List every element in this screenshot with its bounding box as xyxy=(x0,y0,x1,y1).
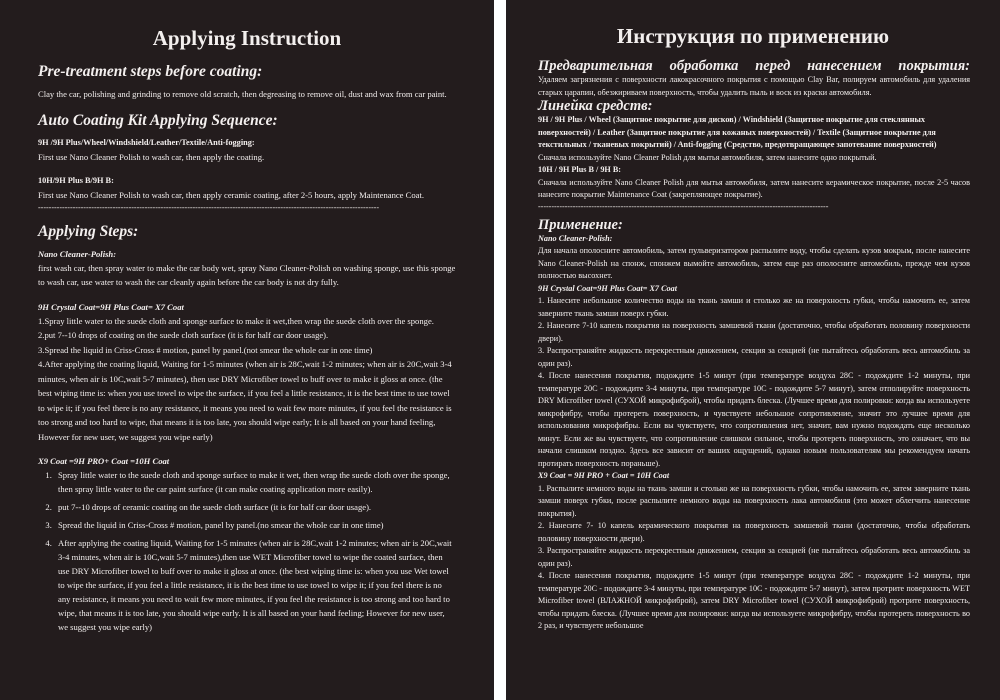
divider-rule-ru: ------------------------------------------------------------------------------------------------------------- xyxy=(538,201,829,211)
nano-text-ru: Для начала ополосните автомобиль, затем пульверизатором распылите воду, чтобы сделать кузов мокрым, после нанесите Nano Cleaner-Polish на спонж, спонжем вымойте автомобиль, затем еще раз ополосните автомобиль, прежде чем кузов полностью высохнет. xyxy=(538,246,970,280)
page-title: Applying Instruction xyxy=(152,26,342,50)
page-title-ru: Инструкция по применению xyxy=(616,24,890,48)
x9-heading: X9 Coat =9H PRO+ Coat =10H Coat xyxy=(38,456,170,466)
product-line-text3-ru: Сначала используйте Nano Cleaner Polish для мытья автомобиля, затем нанесите керамическое покрытие, после 2-5 часов нанесите покрытие Maintenance Coat (закрепляющее покрытие). xyxy=(538,177,970,199)
list-item: 2.put 7--10 drops of coating on the suede cloth surface (it is for half car door usage). xyxy=(38,330,329,340)
kit-line2-label: 10H/9H Plus B/9H B: xyxy=(38,176,114,185)
kit-line1-text: First use Nano Cleaner Polish to wash car, then apply the coating. xyxy=(38,151,265,162)
product-line-text2-ru: Сначала используйте Nano Cleaner Polish для мытья автомобиля, затем нанесите одно покрытый. xyxy=(538,152,877,162)
list-item: 3. Распространяйте жидкость перекрестным движением, секция за секцией (не пытайтесь обработать весь автомобиль за один раз). xyxy=(538,346,970,368)
list-item: 3.Spread the liquid in Criss-Cross # motion, panel by panel.(not smear the whole car in one time) xyxy=(38,344,373,355)
pre-treatment-text-ru: Удаляем загрязнения с поверхности лакокрасочного покрытия с помощью Clay Bar, полируем автомобиль для удаления старых царапин, обезжириваем поверхность, чтобы удалить пыль и воск из краски автомобиля. xyxy=(538,75,970,97)
crystal-heading: 9H Crystal Coat=9H Plus Coat= X7 Coat xyxy=(38,301,184,312)
product-line-label2-ru: 10H / 9H Plus B / 9H B: xyxy=(538,165,622,174)
pre-treatment-text: Clay the car, polishing and grinding to remove old scratch, then degreasing to remove oil, dust and wax from car paint. xyxy=(38,89,447,99)
pre-treatment-heading: Pre-treatment steps before coating: xyxy=(38,63,263,80)
english-content xyxy=(0,63,494,634)
list-item: 1. Распылите немного воды на ткань замши и столько же на поверхность губки, чтобы намочить ее, затем заверните ткань замши поверх губки, после распылите немного воды на поверхность лака автомобиля (это может облегчить нанесение покрытия). xyxy=(538,483,970,518)
list-item: 1. Нанесите небольшое количество воды на ткань замши и столько же на поверхность губки, чтобы намочить ее, затем заверните ткань замши поверх губки. xyxy=(538,296,970,318)
russian-content xyxy=(506,59,1000,633)
crystal-steps-ru xyxy=(538,295,970,470)
kit-sequence-heading: Auto Coating Kit Applying Sequence: xyxy=(38,111,278,129)
nano-text: first wash car, then spray water to make the car body wet, spray Nano Cleaner-Polish on washing sponge, use this sponge to wash car, use water to wash the car cleanly again before the car body is not dry fully. xyxy=(38,262,456,287)
list-item: 3. Распространяйте жидкость перекрестным движением, секция за секцией (не пытайтесь обработать весь автомобиль за один раз). xyxy=(538,546,970,568)
nano-heading: Nano Cleaner-Polish: xyxy=(38,248,117,259)
list-item: 2. Нанесите 7- 10 капель керамического покрытия на поверхность замшевой ткани (достаточно, чтобы обработать половину поверхности двери). xyxy=(538,521,970,543)
list-item: 1.Spray little water to the suede cloth and sponge surface to make it wet,then wrap the suede cloth over the sponge. xyxy=(38,315,434,326)
list-item: 2. Нанесите 7-10 капель покрытия на поверхность замшевой ткани (достаточно, чтобы обработать половину поверхности двери). xyxy=(538,321,970,343)
divider-rule: -------------------------------------------------------------------------------------------------------------------------------- xyxy=(38,202,379,212)
x9-heading-ru: X9 Coat = 9H PRO + Coat = 10H Coat xyxy=(538,471,670,480)
list-item: 2. put 7--10 drops of ceramic coating on the suede cloth surface (it is for half car door usage). xyxy=(54,500,456,514)
product-line-heading-ru: Линейка средств: xyxy=(538,98,653,114)
x9-steps xyxy=(38,468,456,634)
list-item: 4.After applying the coating liquid, Waiting for 1-5 minutes (when air is 28C,wait 1-2 minutes; when air is 20C,wait 3-4 minutes, when air is 10C,wait 5-7 minutes), then use DRY Microfiber towel to buff over to make it gloss at once. (the best wiping time is: when you use towel to wipe the surface, if you feel a little resistance, it is the best time to use towel to wipe it; if you feel there is no any resistance, it means you need to wait few more minutes, if you feel the resistance is too strong and too hard to wipe, that means it is too late, you should wipe early; It is all based on your hand feeling, However for new user, we suggest you wipe early) xyxy=(38,359,452,442)
kit-line2-text: First use Nano Cleaner Polish to wash car, then apply ceramic coating, after 2-5 hours, apply Maintenance Coat. xyxy=(38,190,425,200)
list-item: 1. Spray little water to the suede cloth and sponge surface to make it wet, then wrap the suede cloth over the sponge, then spray little water to the car paint surface (it can make coating application more easily). xyxy=(54,468,456,496)
applying-steps-heading: Applying Steps: xyxy=(38,222,139,240)
list-item: 4. After applying the coating liquid, Waiting for 1-5 minutes (when air is 28C,wait 1-2 minutes; when air is 20C,wait 3-4 minutes, when air is 10C,wait 5-7 minutes),then use WET Microfiber towel to wipe the coated surface, then use DRY Microfiber towel to buff over to make it gloss at once. (the best wiping time is: when you use Wet towel to wipe the surface, if you feel a little resistance, it is the best time to use towel to wipe it; if you feel there is no any resistance, it means you need to wait few more minutes, if you feel the resistance is too strong and too hard to wipe, that means it is too late, you should wipe early. It is all based on your hand feeling; However for new user, we suggest you wipe early) xyxy=(54,536,456,634)
list-item: 4. После нанесения покрытия, подождите 1-5 минут (при температуре воздуха 28C - подождите 1-2 минуты, при температуре 20C - подождите 3-4 минуты, при температуре 10C - подождите 5-7 минут), затем протрите поверхность WET Microfiber towel (ВЛАЖНОЙ микрофиброй), затем DRY Microfiber towel (СУХОЙ микрофиброй) протрите поверхность, чтобы придать блеска. (Лучшее время для полировки: когда вы используете микрофибру, чтобы протереть поверхность во 2 раз, и чувствуете небольшое xyxy=(538,571,970,630)
page-gap xyxy=(494,0,506,700)
crystal-steps xyxy=(38,314,456,445)
x9-steps-ru xyxy=(538,483,970,633)
product-line-text-ru: 9H / 9H Plus / Wheel (Защитное покрытие для дисков) / Windshield (Защитное покрытие для стеклянных поверхностей) / Leather (Защитное покрытие для кожаных поверхностей) / Textile (Защитное покрытие для текстильных / тканевых покрытий) / Anti-fogging (Средство, предотвращающее запотевание поверхностей) xyxy=(538,115,937,149)
english-instruction-page xyxy=(0,0,494,700)
crystal-heading-ru: 9H Crystal Coat=9H Plus Coat= X7 Coat xyxy=(538,283,677,293)
list-item: 4. После нанесения покрытия, подождите 1-5 минут (при температуре воздуха 28C - подождите 1-2 минуты, при температуре 20C - подождите 3-4 минуты, при температуре 10C - подождите 5-7 минут), затем отполируйте поверхность DRY Microfiber towel (СУХОЙ микрофиброй), чтобы придать блеска. (Лучшее время для полировки: когда вы используете микрофибру, чтобы протереть поверхность, и чувствуете небольшое сопротивление, значит это лучшее время для использования микрофибры. Если вы чувствуете, что сопротивления нет, значит, вам нужно подождать еще несколько минут. Если же вы чувствуете, что сопротивление слишком сильное, чтобы протереть поверхность, это означает, что вы начали слишком поздно. Здесь все зависит от ваших ощущений, однако новым пользователям мы рекомендуем начать протирать поверхность пораньше). xyxy=(538,371,970,468)
kit-line1-label: 9H /9H Plus/Wheel/Windshield/Leather/Textile/Anti-fogging: xyxy=(38,137,255,147)
russian-instruction-page xyxy=(506,0,1000,700)
list-item: 3. Spread the liquid in Criss-Cross # motion, panel by panel.(no smear the whole car in one time) xyxy=(54,518,456,532)
pre-treatment-heading-ru: Предварительная обработка перед нанесением покрытия: xyxy=(538,58,970,74)
application-heading-ru: Применение: xyxy=(538,216,623,233)
nano-heading-ru: Nano Cleaner-Polish: xyxy=(538,233,613,243)
